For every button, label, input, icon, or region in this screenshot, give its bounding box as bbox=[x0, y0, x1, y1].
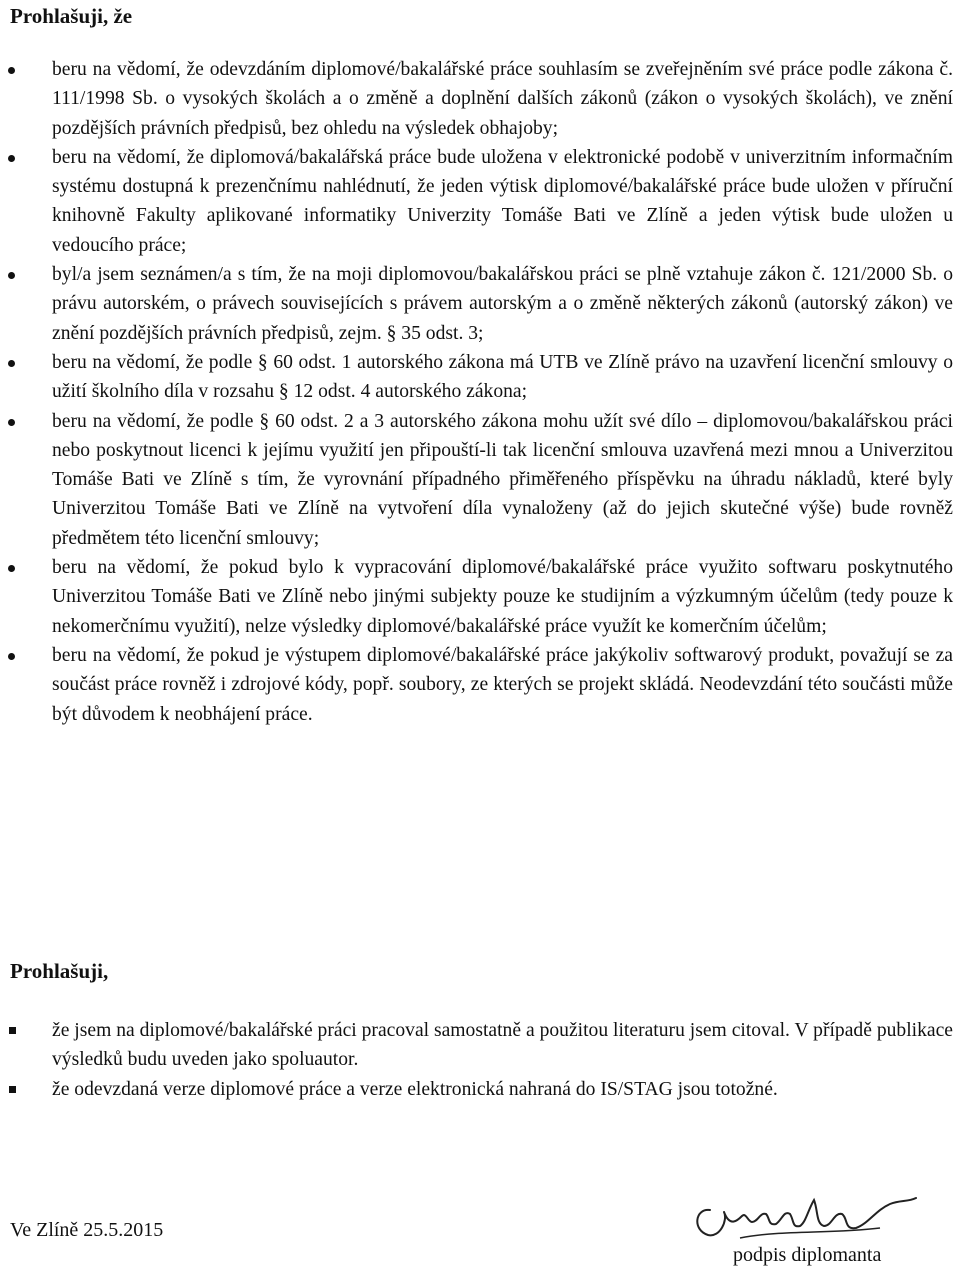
list-item: byl/a jsem seznámen/a s tím, že na moji diplomovou/bakalářskou práci se plně vztahuje zákon č. 121/2000 Sb. o právu autorském, o právech souvisejících s právem autorským a o změně některých zákonů (autorský zákon) ve znění pozdějších právních předpisů, zejm. § 35 odst. 3; bbox=[0, 260, 960, 348]
declaration-list-2 bbox=[0, 1016, 960, 1104]
heading-declaration: Prohlašuji, že bbox=[10, 4, 133, 28]
square-bullet-icon bbox=[9, 1027, 16, 1034]
bullet-icon bbox=[8, 67, 15, 74]
bullet-icon bbox=[8, 653, 15, 660]
bullet-icon bbox=[8, 360, 15, 367]
heading-declaration-2: Prohlašuji, bbox=[10, 959, 109, 983]
list-item: že jsem na diplomové/bakalářské práci pracoval samostatně a použitou literaturu jsem citoval. V případě publikace výsledků budu uveden jako spoluautor. bbox=[0, 1016, 960, 1075]
signature-caption: podpis diplomanta bbox=[733, 1244, 882, 1266]
list-item: beru na vědomí, že pokud bylo k vypracování diplomové/bakalářské práce využito softwaru poskytnutého Univerzitou Tomáše Bati ve Zlíně nebo jinými subjekty pouze ke studijním a výzkumným účelům (tedy pouze k nekomerčnímu využití), nelze výsledky diplomové/bakalářské práce využít ke komerčním účelům; bbox=[0, 553, 960, 641]
bullet-icon bbox=[8, 419, 15, 426]
square-bullet-icon bbox=[9, 1086, 16, 1093]
list-item: beru na vědomí, že diplomová/bakalářská práce bude uložena v elektronické podobě v univerzitním informačním systému dostupná k prezenčnímu nahlédnutí, že jeden výtisk diplomové/bakalářské práce bude uložen v příruční knihovně Fakulty aplikované informatiky Univerzity Tomáše Bati ve Zlíně a jeden výtisk bude uložen u vedoucího práce; bbox=[0, 143, 960, 260]
bullet-icon bbox=[8, 565, 15, 572]
place-and-date: Ve Zlíně 25.5.2015 bbox=[10, 1219, 164, 1241]
declaration-list bbox=[0, 55, 960, 729]
list-item: že odevzdaná verze diplomové práce a verze elektronická nahraná do IS/STAG jsou totožné. bbox=[0, 1075, 960, 1104]
list-item: beru na vědomí, že podle § 60 odst. 1 autorského zákona má UTB ve Zlíně právo na uzavření licenční smlouvy o užití školního díla v rozsahu § 12 odst. 4 autorského zákona; bbox=[0, 348, 960, 407]
list-item: beru na vědomí, že odevzdáním diplomové/bakalářské práce souhlasím se zveřejněním své práce podle zákona č. 111/1998 Sb. o vysokých školách a o změně a doplnění dalších zákonů (zákon o vysokých školách), ve znění pozdějších právních předpisů, bez ohledu na výsledek obhajoby; bbox=[0, 55, 960, 143]
bullet-icon bbox=[8, 272, 15, 279]
list-item: beru na vědomí, že pokud je výstupem diplomové/bakalářské práce jakýkoliv softwarový produkt, považují se za součást práce rovněž i zdrojové kódy, popř. soubory, ze kterých se projekt skládá. Neodevzdání této součásti může být důvodem k neobhájení práce. bbox=[0, 641, 960, 729]
list-item: beru na vědomí, že podle § 60 odst. 2 a 3 autorského zákona mohu užít své dílo – diplomovou/bakalářskou práci nebo poskytnout licenci k jejímu využití jen připouští-li tak licenční smlouva uzavřená mezi mnou a Univerzitou Tomáše Bati ve Zlíně s tím, že vyrovnání případného přiměřeného příspěvku na úhradu nákladů, které byly Univerzitou Tomáše Bati ve Zlíně na vytvoření díla vynaloženy (až do jejich skutečné výše) bude rovněž předmětem této licenční smlouvy; bbox=[0, 407, 960, 553]
bullet-icon bbox=[8, 155, 15, 162]
